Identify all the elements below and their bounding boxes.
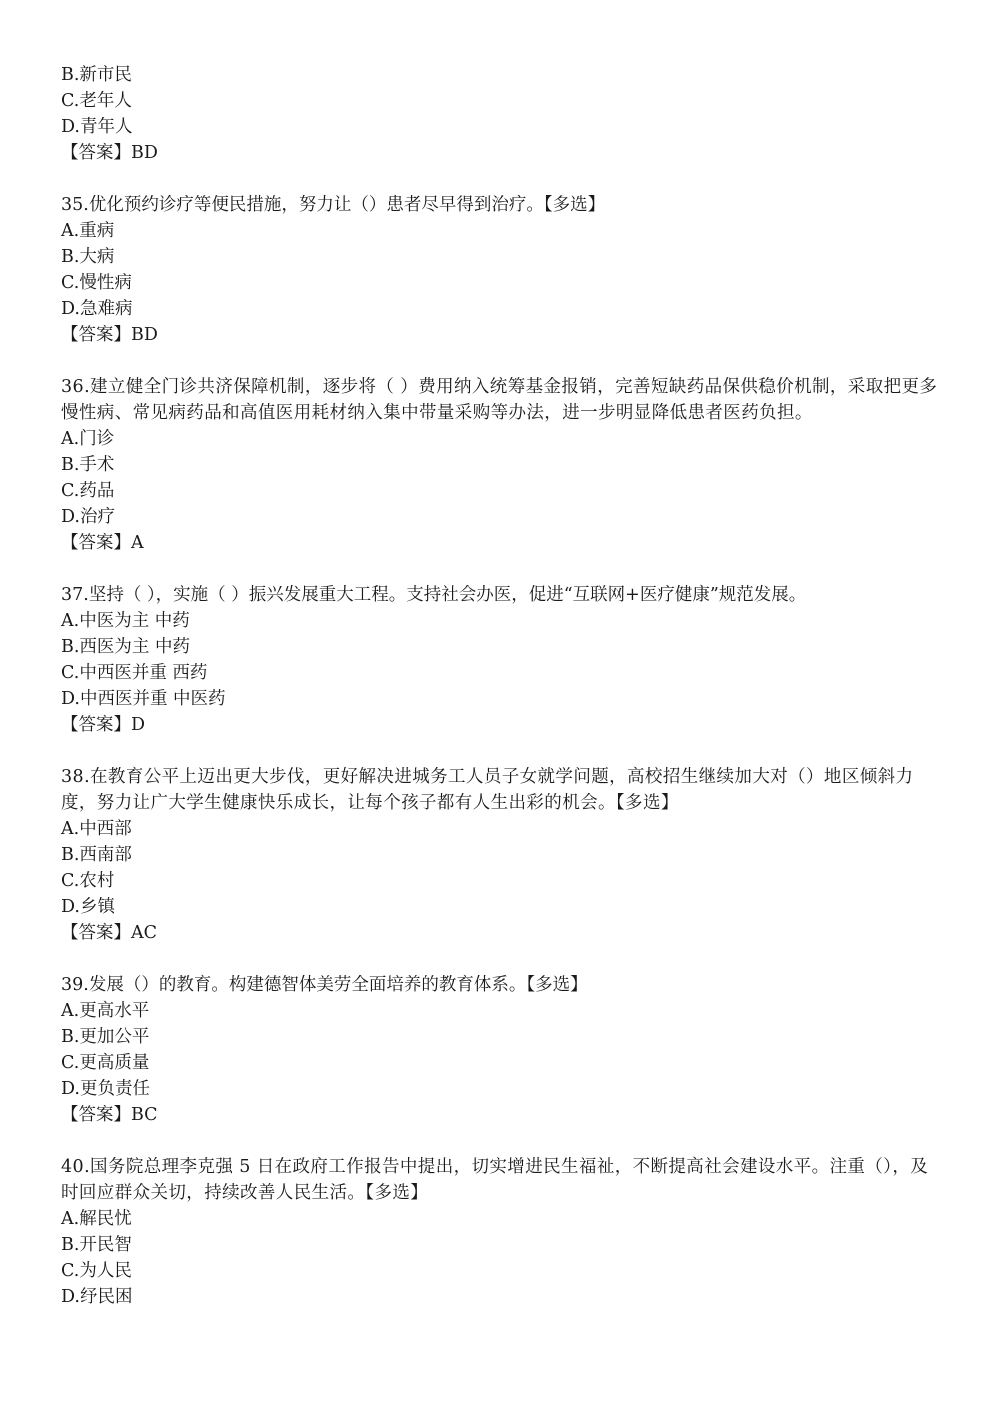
option-b: B.手术: [61, 455, 115, 475]
option-c: C.老年人: [61, 91, 132, 111]
question-36: [61, 374, 941, 556]
option-c: C.药品: [61, 481, 115, 501]
option-d: D.中西医并重 中医药: [61, 689, 226, 709]
document-page: [61, 62, 941, 1310]
option-d: D.青年人: [61, 117, 133, 137]
question-text: 40.国务院总理李克强 5 日在政府工作报告中提出，切实增进民生福祉，不断提高社会建设水平。注重（），及时回应群众关切，持续改善人民生活。【多选】: [61, 1157, 929, 1203]
question-40: [61, 1154, 941, 1310]
question-text: 36.建立健全门诊共济保障机制，逐步将（ ）费用纳入统筹基金报销，完善短缺药品保供稳价机制，采取把更多慢性病、常见病药品和高值医用耗材纳入集中带量采购等办法，进一步明显降低患者医药负担。: [61, 377, 938, 423]
answer: 【答案】BC: [61, 1105, 158, 1125]
option-a: A.中西部: [61, 819, 132, 839]
answer: 【答案】BD: [61, 325, 158, 345]
answer: 【答案】D: [61, 715, 146, 735]
option-c: C.中西医并重 西药: [61, 663, 208, 683]
option-b: B.西医为主 中药: [61, 637, 190, 657]
option-d: D.更负责任: [61, 1079, 150, 1099]
option-d: D.纾民困: [61, 1287, 133, 1307]
option-a: A.重病: [61, 221, 115, 241]
answer: 【答案】BD: [61, 143, 158, 163]
answer: 【答案】AC: [61, 923, 158, 943]
option-b: B.开民智: [61, 1235, 132, 1255]
option-a: A.中医为主 中药: [61, 611, 190, 631]
option-b: B.大病: [61, 247, 115, 267]
option-d: D.治疗: [61, 507, 115, 527]
option-d: D.乡镇: [61, 897, 115, 917]
option-a: A.更高水平: [61, 1001, 150, 1021]
option-b: B.西南部: [61, 845, 132, 865]
question-text: 37.坚持（ ），实施（ ）振兴发展重大工程。支持社会办医，促进“互联网+医疗健康”规范发展。: [61, 585, 807, 605]
question-37: [61, 582, 941, 738]
question-text: 35.优化预约诊疗等便民措施，努力让（）患者尽早得到治疗。【多选】: [61, 195, 606, 215]
option-c: C.更高质量: [61, 1053, 150, 1073]
question-text: 38.在教育公平上迈出更大步伐，更好解决进城务工人员子女就学问题，高校招生继续加大对（）地区倾斜力度，努力让广大学生健康快乐成长，让每个孩子都有人生出彩的机会。【多选】: [61, 767, 914, 813]
option-b: B.更加公平: [61, 1027, 150, 1047]
question-35: [61, 192, 941, 348]
answer: 【答案】A: [61, 533, 144, 553]
option-a: A.解民忧: [61, 1209, 132, 1229]
question-39: [61, 972, 941, 1128]
option-d: D.急难病: [61, 299, 133, 319]
question-34-tail: [61, 62, 941, 166]
question-text: 39.发展（）的教育。构建德智体美劳全面培养的教育体系。【多选】: [61, 975, 588, 995]
option-a: A.门诊: [61, 429, 115, 449]
option-b: B.新市民: [61, 65, 132, 85]
question-38: [61, 764, 941, 946]
option-c: C.为人民: [61, 1261, 132, 1281]
option-c: C.农村: [61, 871, 115, 891]
option-c: C.慢性病: [61, 273, 132, 293]
